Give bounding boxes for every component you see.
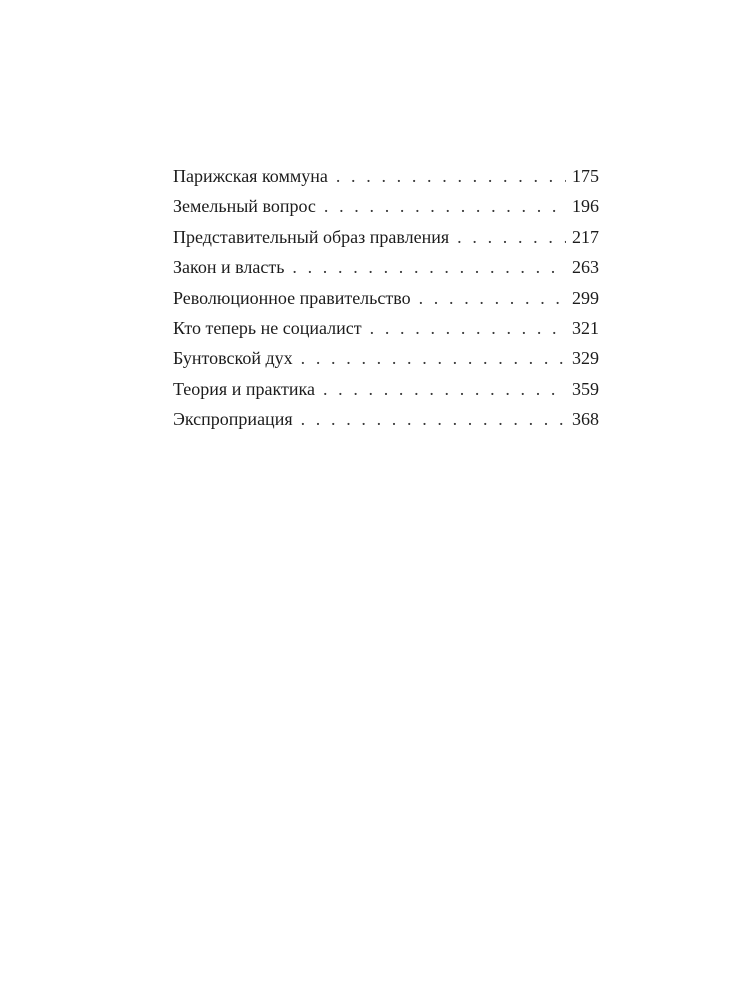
toc-dot-leader xyxy=(419,283,566,313)
toc-dot-leader xyxy=(323,374,566,404)
toc-entry xyxy=(173,313,599,343)
toc-dot-leader xyxy=(292,252,566,282)
toc-entry xyxy=(173,252,599,282)
toc-entry-page-number: 196 xyxy=(572,196,599,217)
toc-entry xyxy=(173,374,599,404)
toc-entry xyxy=(173,283,599,313)
toc-entry xyxy=(173,343,599,373)
toc-entry-page-number: 368 xyxy=(572,409,599,430)
toc-entry-title: Кто теперь не социалист xyxy=(173,317,362,338)
toc-dot-leader xyxy=(336,161,566,191)
toc-dot-leader xyxy=(370,313,566,343)
table-of-contents xyxy=(173,161,599,435)
toc-entry-page-number: 263 xyxy=(572,257,599,278)
toc-entry xyxy=(173,404,599,434)
toc-entry-page-number: 359 xyxy=(572,378,599,399)
toc-entry-title: Экспроприация xyxy=(173,409,293,430)
toc-entry xyxy=(173,161,599,191)
toc-entry-title: Теория и практика xyxy=(173,378,315,399)
toc-entry-page-number: 321 xyxy=(572,317,599,338)
toc-entry-title: Парижская коммуна xyxy=(173,166,328,186)
toc-dot-leader xyxy=(301,404,566,434)
toc-entry-title: Представительный образ правления xyxy=(173,226,450,247)
toc-entry xyxy=(173,191,599,221)
toc-entry-title: Революционное правительство xyxy=(173,287,411,308)
toc-entry-title: Земельный вопрос xyxy=(173,196,316,217)
toc-entry-page-number: 175 xyxy=(572,166,599,186)
toc-entry-page-number: 329 xyxy=(572,348,599,369)
toc-dot-leader xyxy=(457,222,566,252)
toc-entry xyxy=(173,222,599,252)
toc-entry-page-number: 299 xyxy=(572,287,599,308)
toc-entry-page-number: 217 xyxy=(572,226,599,247)
toc-entry-title: Бунтовской дух xyxy=(173,348,293,369)
toc-dot-leader xyxy=(301,343,566,373)
toc-entry-title: Закон и власть xyxy=(173,257,285,278)
toc-dot-leader xyxy=(324,191,566,221)
